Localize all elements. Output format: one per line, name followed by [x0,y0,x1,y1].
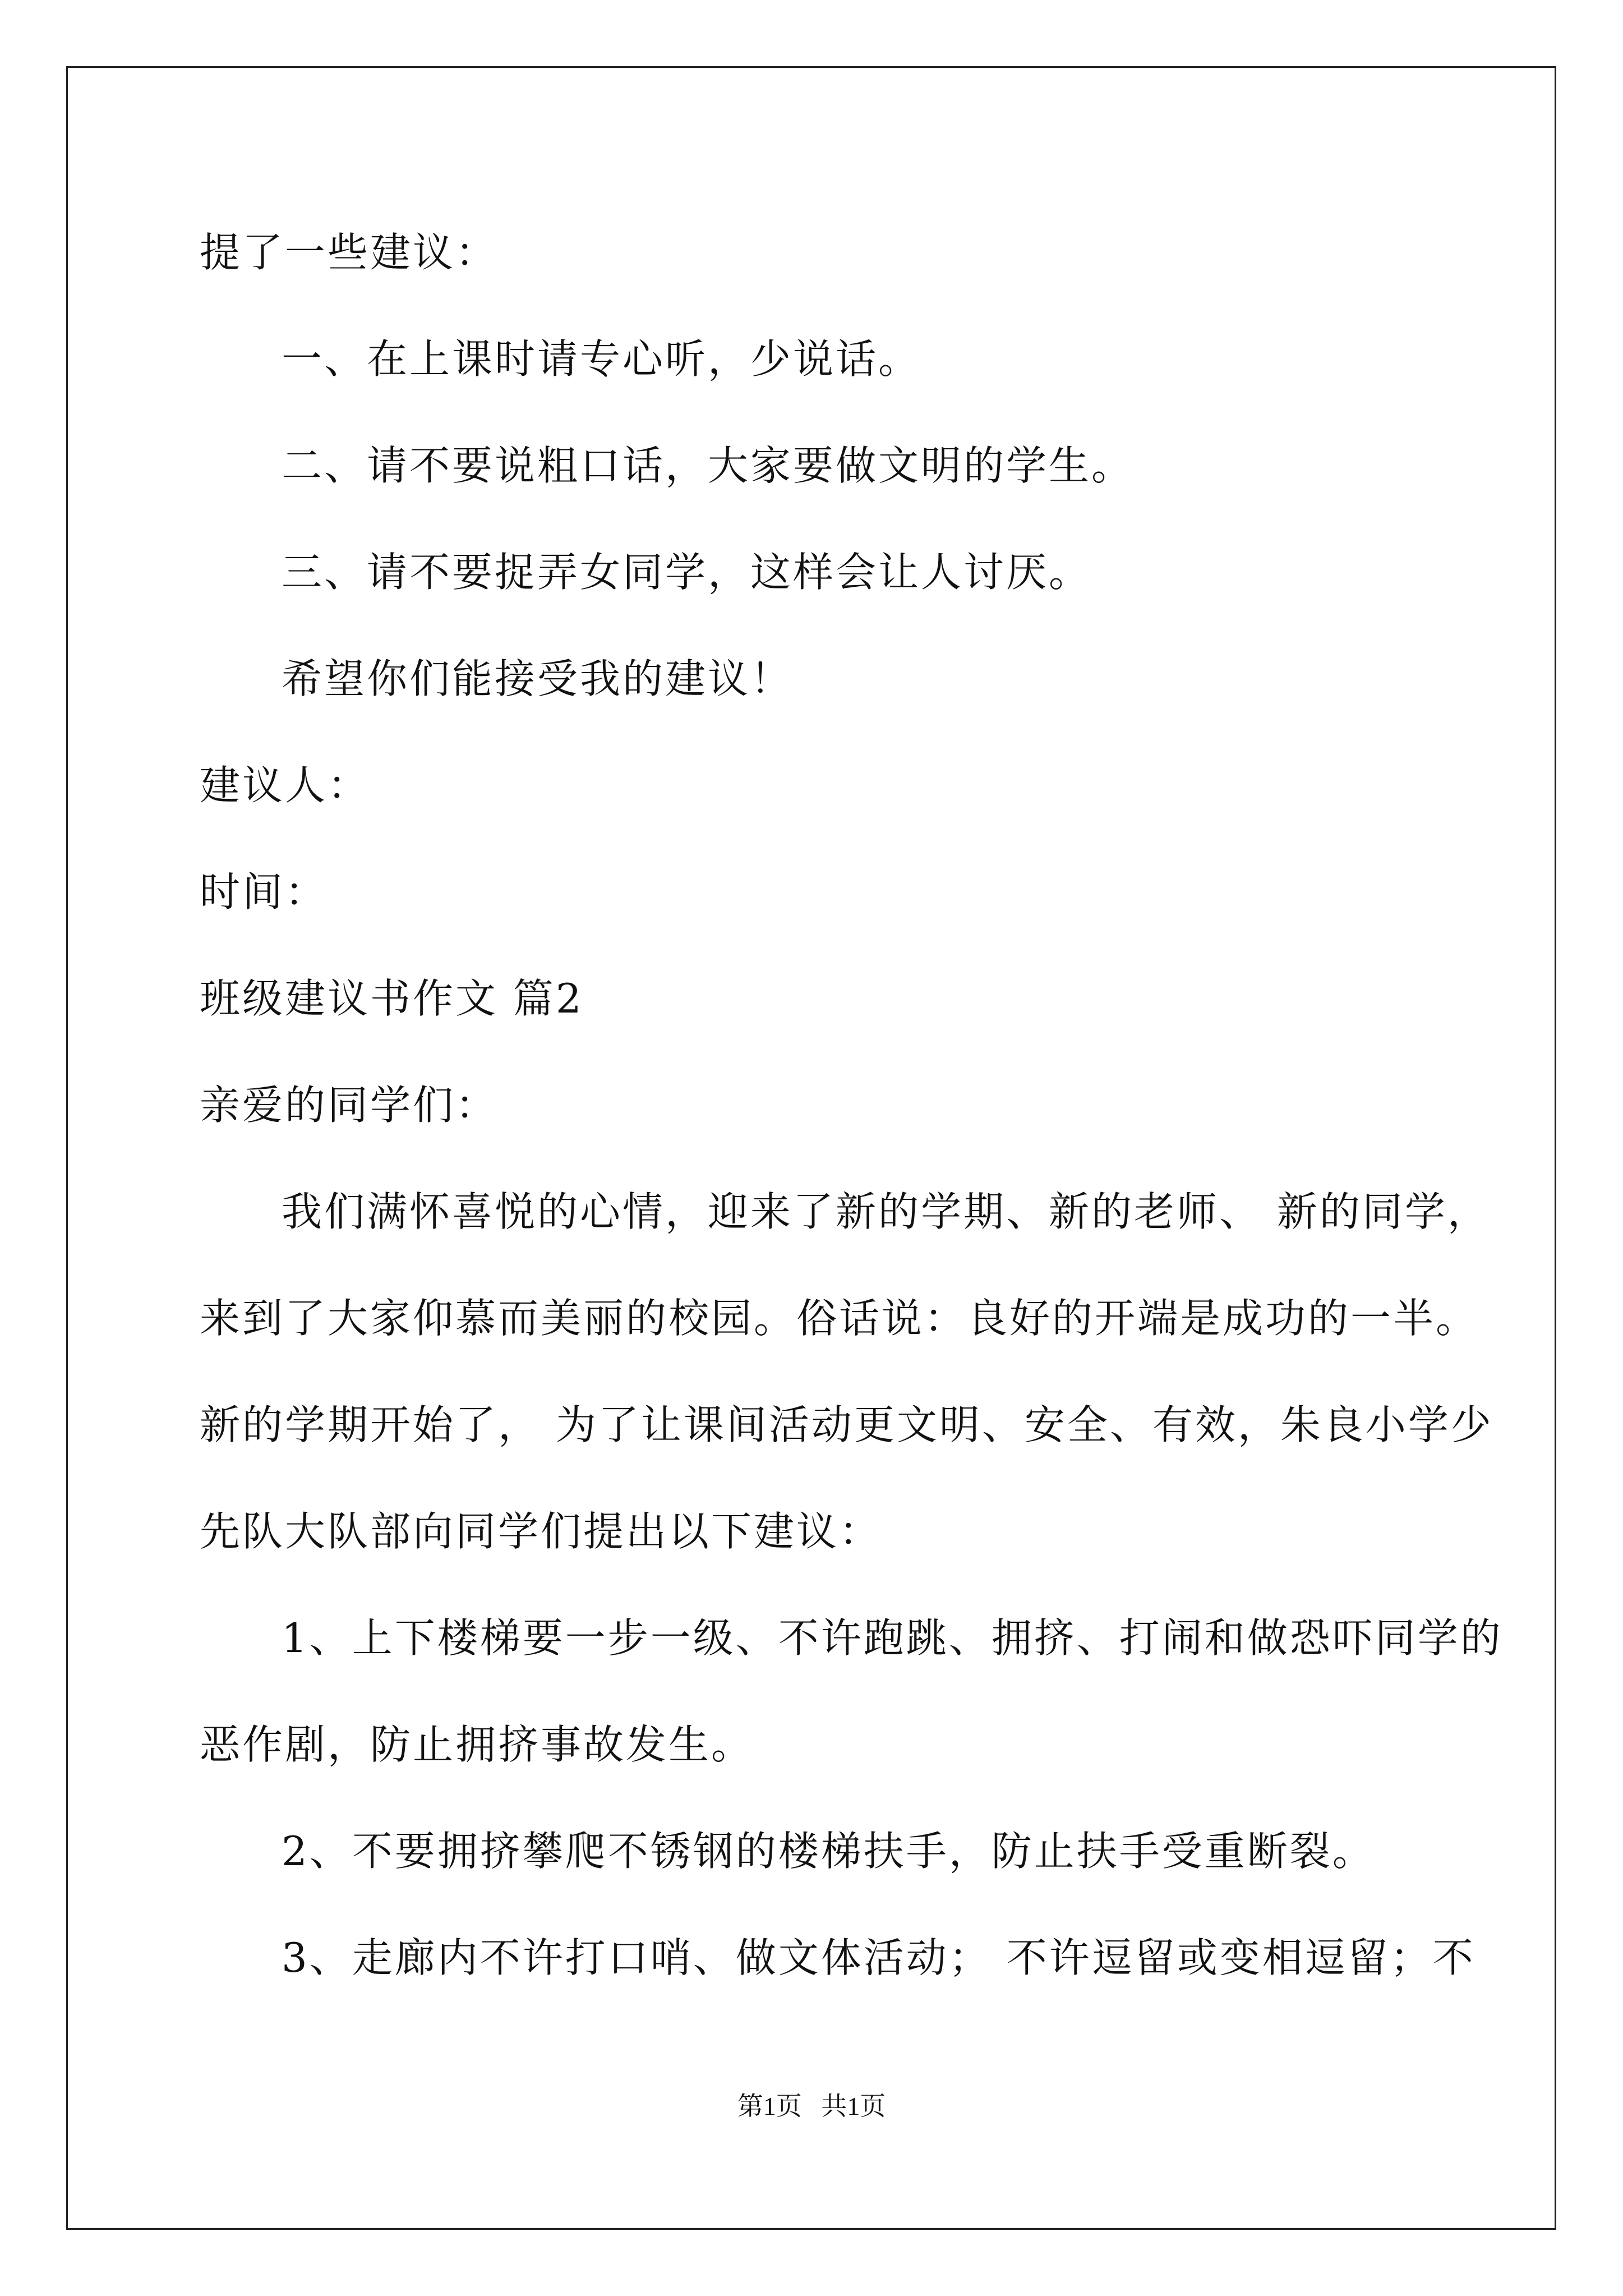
text-line: 三、请不要捉弄女同学，这样会让人讨厌。 [282,549,1092,596]
text-line: 二、请不要说粗口话，大家要做文明的学生。 [282,442,1135,489]
text-line: 提了一些建议： [200,229,499,276]
text-line: 我们满怀喜悦的心情，迎来了新的学期、新的老师、 新的同学， [282,1188,1490,1235]
text-line: 新的学期开始了， 为了让课间活动更文明、安全、有效，朱良小学少 [200,1401,1493,1448]
text-line: 建议人： [200,762,371,809]
text-line: 3、走廊内不许打口哨、做文体活动； 不许逗留或变相逗留；不 [282,1934,1476,1981]
page-frame [66,66,1556,2230]
text-line: 恶作剧，防止拥挤事故发生。 [200,1721,754,1768]
text-line: 1、上下楼梯要一步一级、不许跑跳、拥挤、打闹和做恐吓同学的 [282,1614,1503,1662]
text-line: 时间： [200,868,328,915]
text-line: 亲爱的同学们： [200,1082,499,1129]
text-line: 先队大队部向同学们提出以下建议： [200,1508,882,1555]
text-line: 来到了大家仰慕而美丽的校园。俗话说：良好的开端是成功的一半。 [200,1295,1479,1342]
section-heading: 班级建议书作文 篇2 [200,975,584,1022]
text-line: 希望你们能接受我的建议！ [282,655,794,702]
page-footer: 第1页 共1页 [737,2092,886,2120]
text-line: 一、在上课时请专心听，少说话。 [282,335,921,383]
text-line: 2、不要拥挤攀爬不锈钢的楼梯扶手，防止扶手受重断裂。 [282,1828,1375,1875]
